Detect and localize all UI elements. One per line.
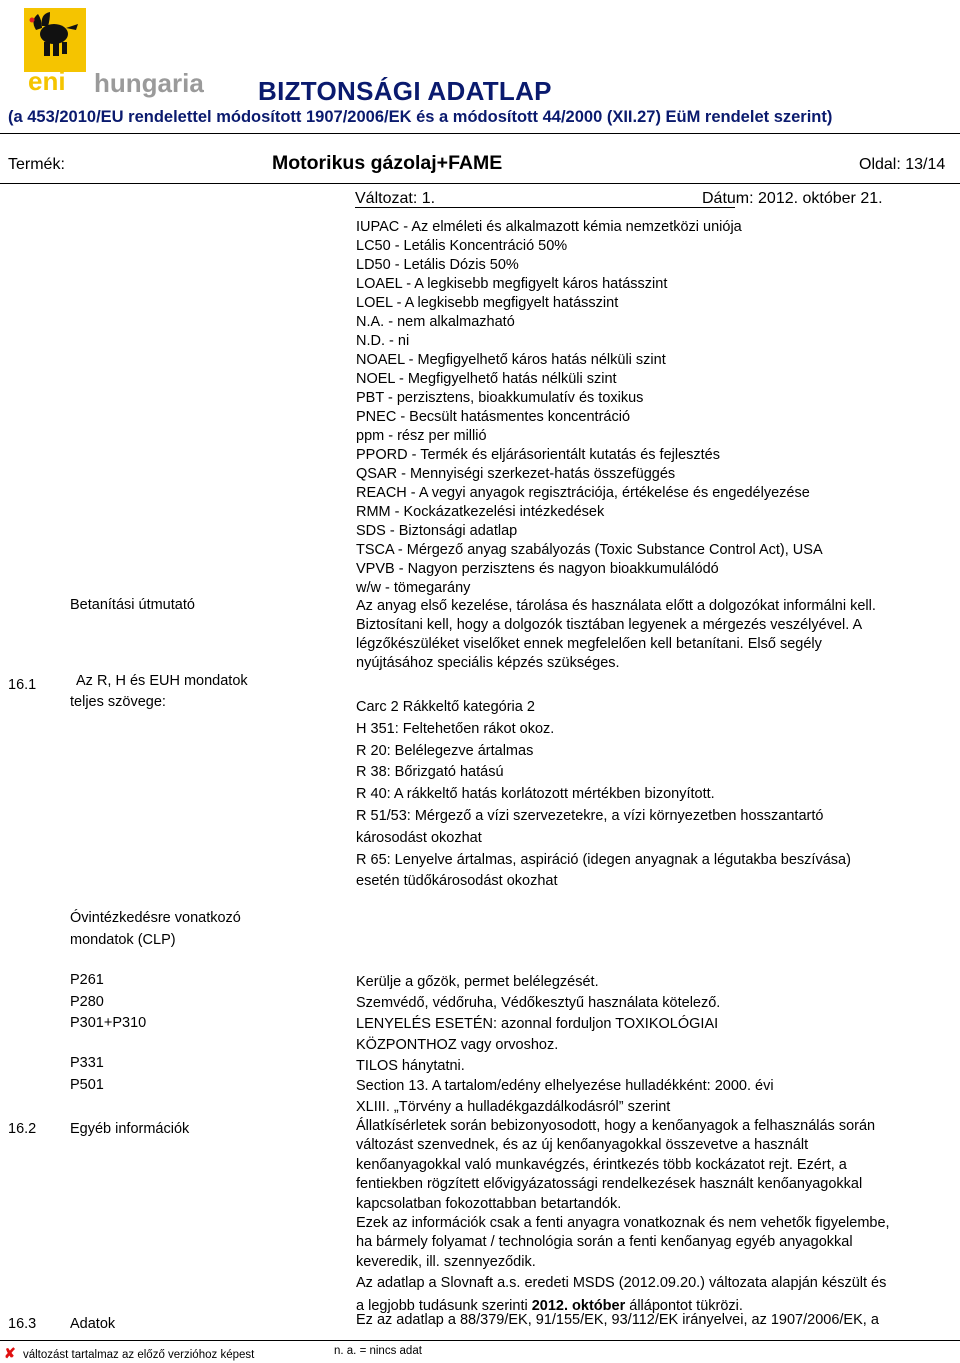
phrase: R 38: Bőrizgató hatású <box>356 764 504 781</box>
info-line: kenőanyagokkal való munkavégzés, érintkezés több kockázatot rejt. Ezért, a <box>356 1156 847 1173</box>
date: Dátum: 2012. október 21. <box>702 190 883 207</box>
info-line: Állatkísérletek során bebizonyosodott, hogy a kenőanyagok a felhasználás során <box>356 1118 876 1134</box>
abbreviation: LOEL - A legkisebb megfigyelt hatásszint <box>356 295 619 311</box>
section-number: 16.3 <box>8 1316 37 1332</box>
phrase: Carc 2 Rákkeltő kategória 2 <box>356 699 535 715</box>
last-prefix: a legjobb tudásunk szerinti <box>356 1297 532 1314</box>
abbreviation: LD50 - Letális Dózis 50% <box>356 257 519 273</box>
training-line: légzőkészüléket viselőket ennek megfelelően kell betanítani. Első segély <box>356 636 822 652</box>
last-suffix: állápontot tükrözi. <box>625 1297 743 1314</box>
logo-eni-text: eni <box>28 66 66 96</box>
phrase: R 51/53: Mérgező a vízi szervezetekre, a vízi környezetben hosszantartó <box>356 807 824 824</box>
abbreviation: SDS - Biztonsági adatlap <box>356 523 518 539</box>
abbreviation-list <box>356 218 823 598</box>
section-16-3-label: Adatok <box>70 1316 116 1332</box>
training-text <box>356 597 876 673</box>
section-16-2-label: Egyéb információk <box>70 1121 190 1137</box>
p-code: P501 <box>70 1077 104 1093</box>
phrase: károsodást okozhat <box>356 829 482 846</box>
abbreviation: PPORD - Termék és eljárásorientált kutatás és fejlesztés <box>356 447 720 463</box>
p-text: Section 13. A tartalom/edény elhelyezése hulladékként: 2000. évi <box>356 1078 774 1094</box>
footer-divider <box>0 1340 960 1341</box>
info-line: Ezek az információk csak a fenti anyagra vonatkoznak és nem vehetők figyelembe, <box>356 1215 890 1232</box>
regulation-subtitle: (a 453/2010/EU rendelettel módosított 1907/2006/EK és a módosított 44/2000 (XII.27) EüM rendelet szerint) <box>8 108 833 126</box>
abbreviation: RMM - Kockázatkezelési intézkedések <box>356 504 605 520</box>
p-code: P331 <box>70 1055 104 1071</box>
abbreviation: NOAEL - Megfigyelhető káros hatás nélküli szint <box>356 352 666 368</box>
info-line: Az adatlap a Slovnaft a.s. eredeti MSDS (2012.09.20.) változata alapján készült és <box>356 1275 887 1292</box>
p-text: TILOS hánytatni. <box>356 1058 465 1074</box>
phrase: R 20: Belélegezve ártalmas <box>356 742 534 759</box>
abbreviation: N.D. - ni <box>356 333 410 349</box>
abbreviation: PBT - perzisztens, bioakkumulatív és toxikus <box>356 390 644 406</box>
phrase: esetén tüdőkárosodást okozhat <box>356 873 558 890</box>
p-text: KÖZPONTHOZ vagy orvoshoz. <box>356 1037 559 1053</box>
training-line: Biztosítani kell, hogy a dolgozók tisztában legyenek a mérgezés veszélyével. A <box>356 617 863 633</box>
p-code: P301+P310 <box>70 1015 147 1031</box>
info-line: ha bármely folyamat / technológia során a fenti kenőanyag egyéb anyagokkal <box>356 1234 853 1251</box>
info-line: változást szenvednek, és az új kenőanyagokkal összevetve a használt <box>356 1137 809 1154</box>
phrase-list <box>356 697 851 893</box>
section-16-1-label-2: teljes szövege: <box>70 694 166 710</box>
change-mark-icon: ✘ <box>4 1345 16 1361</box>
page-number: Oldal: 13/14 <box>859 156 946 173</box>
clp-label-2: mondatok (CLP) <box>70 932 176 948</box>
training-line: nyújtásához speciális képzés szükséges. <box>356 655 620 671</box>
product-label: Termék: <box>8 156 65 173</box>
abbreviation: TSCA - Mérgező anyag szabályozás (Toxic Substance Control Act), USA <box>356 542 823 558</box>
abbreviation: w/w - tömegarány <box>356 580 471 596</box>
divider <box>355 207 735 208</box>
training-label: Betanítási útmutató <box>70 597 195 613</box>
abbreviation: NOEL - Megfigyelhető hatás nélküli szint <box>356 371 617 387</box>
info-line: kapcsolatban fokozottabban betartandók. <box>356 1195 622 1212</box>
other-info-text <box>356 1117 890 1316</box>
version: Változat: 1. <box>355 190 436 207</box>
abbreviation: REACH - A vegyi anyagok regisztrációja, értékelése és engedélyezése <box>356 485 810 501</box>
p-text: LENYELÉS ESETÉN: azonnal forduljon TOXIKOLÓGIAI <box>356 1016 719 1032</box>
section-number: 16.1 <box>8 677 37 693</box>
footer-change-note: változást tartalmaz az előző verzióhoz képest <box>22 1349 255 1361</box>
abbreviation: QSAR - Mennyiségi szerkezet-hatás összefüggés <box>356 466 676 482</box>
footer-note <box>4 1345 254 1362</box>
phrase: H 351: Feltehetően rákot okoz. <box>356 720 555 737</box>
p-text: XLIII. „Törvény a hulladékgazdálkodásról” szerint <box>356 1099 671 1115</box>
abbreviation: IUPAC - Az elméleti és alkalmazott kémia nemzetközi uniója <box>356 219 742 235</box>
phrase: R 40: A rákkeltő hatás korlátozott mértékben bizonyított. <box>356 786 715 803</box>
abbreviation: LC50 - Letális Koncentráció 50% <box>356 238 568 254</box>
section-16-1-label: Az R, H és EUH mondatok <box>76 673 248 689</box>
p-text: Kerülje a gőzök, permet belélegzését. <box>356 974 599 990</box>
abbreviation: PNEC - Becsült hatásmentes koncentráció <box>356 409 631 425</box>
p-text: Szemvédő, védőruha, Védőkesztyű használata kötelező. <box>356 995 721 1011</box>
p-code: P280 <box>70 994 104 1010</box>
info-line: fentiekben rögzített elővigyázatossági rendelkezések használt kenőanyagokkal <box>356 1176 863 1193</box>
footer-na: n. a. = nincs adat <box>334 1345 422 1357</box>
section-number: 16.2 <box>8 1121 37 1137</box>
abbreviation: N.A. - nem alkalmazható <box>356 314 515 330</box>
training-line: Az anyag első kezelése, tárolása és használata előtt a dolgozókat informálni kell. <box>356 598 876 614</box>
abbreviation: LOAEL - A legkisebb megfigyelt káros hatásszint <box>356 276 668 292</box>
logo-brand-text: hungaria <box>94 68 204 98</box>
last-bold: 2012. október <box>531 1297 626 1314</box>
abbreviation: VPVB - Nagyon perzisztens és nagyon bioakkumulálódó <box>356 561 719 577</box>
product-name: Motorikus gázolaj+FAME <box>272 152 503 174</box>
document-title: BIZTONSÁGI ADATLAP <box>258 76 552 106</box>
eni-logo <box>6 4 216 104</box>
divider <box>0 133 960 134</box>
clp-label: Óvintézkedésre vonatkozó <box>70 910 241 926</box>
info-line: keveredik, ill. szennyeződik. <box>356 1253 536 1270</box>
data-line: Ez az adatlap a 88/379/EK, 91/155/EK, 93/112/EK irányelvei, az 1907/2006/EK, a <box>356 1312 879 1328</box>
abbreviation: ppm - rész per millió <box>356 428 487 444</box>
phrase: R 65: Lenyelve ártalmas, aspiráció (idegen anyagnak a légutakba beszívása) <box>356 851 851 868</box>
divider <box>0 183 960 184</box>
p-code: P261 <box>70 972 104 988</box>
